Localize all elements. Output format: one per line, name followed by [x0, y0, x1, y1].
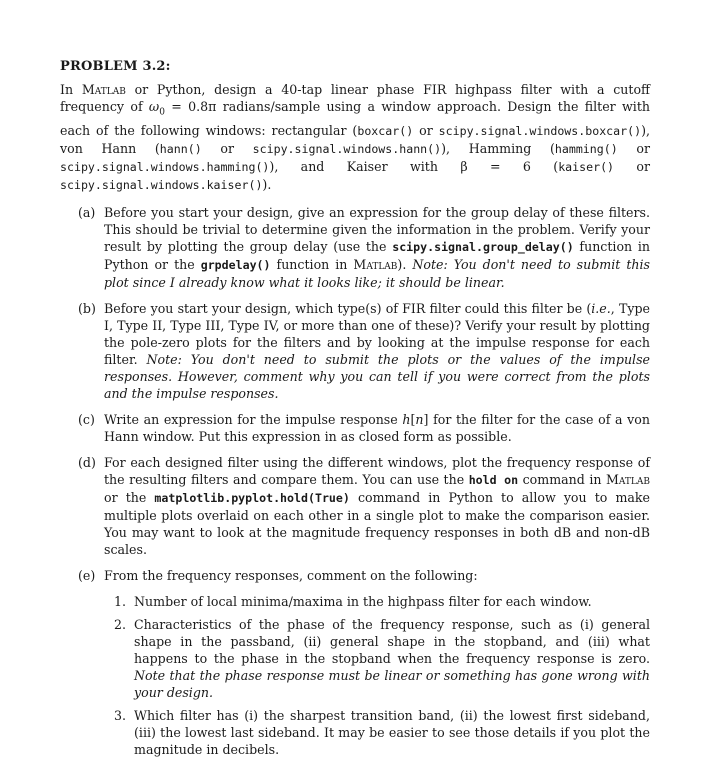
impulse-h: h: [402, 411, 411, 427]
part-d-text-4: command in Python to allow you to make multiple plots overlaid on each other in a single plot to make the comparison easier. You may want to look at the magnitude frequency responses in both dB and non-dB scales.: [104, 489, 650, 557]
intro-text-5: ), von Hann (: [60, 122, 650, 156]
part-e-item-2-num: 2.: [114, 616, 127, 632]
part-e-items: [104, 593, 650, 758]
part-e-item-1-num: 1.: [114, 593, 127, 609]
part-a-matlab: Matlab: [353, 256, 398, 272]
part-e-item-3-text: Which filter has (i) the sharpest transition band, (ii) the lowest first sideband, (iii) the lowest last sideband. It may be easier to see those details if you plot the magnitude in decibels.: [134, 707, 650, 757]
intro-text-11: ).: [262, 176, 272, 192]
part-a-text-3: function in: [270, 256, 354, 272]
code-hann: hann(): [159, 141, 202, 156]
part-a-text-2: function in Python or the: [104, 238, 650, 272]
problem-title: PROBLEM 3.2:: [60, 59, 171, 74]
intro-text-10: or: [614, 158, 650, 174]
part-d-text-2: command in: [518, 471, 606, 487]
code-hamming: hamming(): [554, 141, 618, 156]
part-c-text-2: for the filter for the case of a von Hann window. Put this expression in as closed form as possible.: [104, 411, 650, 444]
part-e-item-1: [104, 593, 650, 610]
part-c-label: (c): [78, 411, 95, 427]
intro-text-7: ), Hamming (: [441, 140, 555, 156]
part-e-text-1: From the frequency responses, comment on the following:: [104, 567, 478, 583]
part-b-text-2: , Type I, Type II, Type III, Type IV, or more than one of these)? Verify your result by plotting the pole-zero plots for the filters and by looking at the impulse response for each filter.: [104, 300, 650, 367]
part-d-matlab: Matlab: [606, 471, 650, 487]
part-e-label: (e): [78, 567, 96, 583]
code-group-delay: scipy.signal.group_delay(): [392, 239, 574, 254]
code-pyplot-hold: matplotlib.pyplot.hold(True): [154, 490, 350, 505]
part-e-item-3: [104, 707, 650, 758]
part-a-note: Note: You don't need to submit this plot since I already know what it looks like; it should be linear.: [104, 256, 651, 290]
part-e-item-2-text: Characteristics of the phase of the frequency response, such as (i) general shape in the passband, (ii) general shape in the stopband, and (iii) what happens to the phase in the stopband when the frequency response is zero.: [134, 616, 650, 666]
part-c-text-1: Write an expression for the impulse response: [104, 411, 403, 427]
code-scipy-boxcar: scipy.signal.windows.boxcar(): [438, 123, 642, 138]
code-scipy-hann: scipy.signal.windows.hann(): [252, 141, 442, 156]
part-e: [60, 567, 650, 758]
part-e-item-1-text: Number of local minima/maxima in the highpass filter for each window.: [134, 593, 592, 609]
problem-page: [60, 58, 650, 767]
intro-text-3: = 0.8π radians/sample using a window approach. Design the filter with each of the following windows: rectangular (: [60, 99, 650, 138]
part-c: [60, 411, 650, 445]
code-scipy-kaiser: scipy.signal.windows.kaiser(): [60, 177, 263, 192]
part-b-note: Note: You don't need to submit the plots or the values of the impulse responses. However, comment why you can tell if you were correct from the plots and the impulse responses.: [104, 351, 650, 401]
part-e-item-3-num: 3.: [114, 707, 127, 723]
part-d-text-1: For each designed filter using the different windows, plot the frequency response of the resulting filters and compare them. You can use the: [104, 454, 650, 487]
part-b-label: (b): [78, 300, 96, 316]
part-a-text-1: Before you start your design, give an expression for the group delay of these filters. This should be trivial to determine given the information in the problem. Verify your result by plotting the group delay (use the: [104, 204, 650, 254]
part-b-ie: i.e.: [591, 300, 611, 316]
problem-parts-list: [60, 204, 650, 758]
intro-text-9: ), and Kaiser with β = 6 (: [269, 158, 559, 174]
intro-text-8: or: [617, 140, 650, 156]
impulse-bracket-close: ]: [423, 411, 429, 427]
part-d: [60, 454, 650, 558]
intro-text-4: or: [413, 122, 439, 138]
part-b: [60, 300, 650, 402]
impulse-n: n: [415, 411, 424, 427]
part-a: [60, 204, 650, 291]
problem-intro: [60, 81, 650, 194]
part-e-item-2-note: Note that the phase response must be linear or something has gone wrong with your design.: [134, 667, 650, 700]
part-e-item-2: [104, 616, 650, 701]
code-boxcar: boxcar(): [357, 123, 414, 138]
code-hold-on: hold on: [468, 472, 519, 487]
part-d-text-3: or the: [104, 489, 155, 505]
intro-text-1: In: [60, 82, 82, 97]
part-d-label: (d): [78, 454, 96, 470]
intro-text-6: or: [201, 140, 253, 156]
part-a-text-4: ).: [397, 256, 413, 272]
part-a-label: (a): [78, 204, 96, 220]
code-grpdelay: grpdelay(): [200, 257, 271, 272]
part-b-text-1: Before you start your design, which type(s) of FIR filter could this filter be (: [104, 300, 592, 316]
omega-subscript: 0: [159, 107, 165, 118]
intro-text-2: or Python, design a 40-tap linear phase FIR highpass filter with a cutoff frequency of: [60, 82, 650, 114]
impulse-bracket-open: [: [410, 411, 416, 427]
matlab-name: Matlab: [81, 82, 126, 97]
code-scipy-hamming: scipy.signal.windows.hamming(): [60, 159, 270, 174]
code-kaiser: kaiser(): [558, 159, 615, 174]
omega-symbol: ω: [148, 99, 160, 114]
